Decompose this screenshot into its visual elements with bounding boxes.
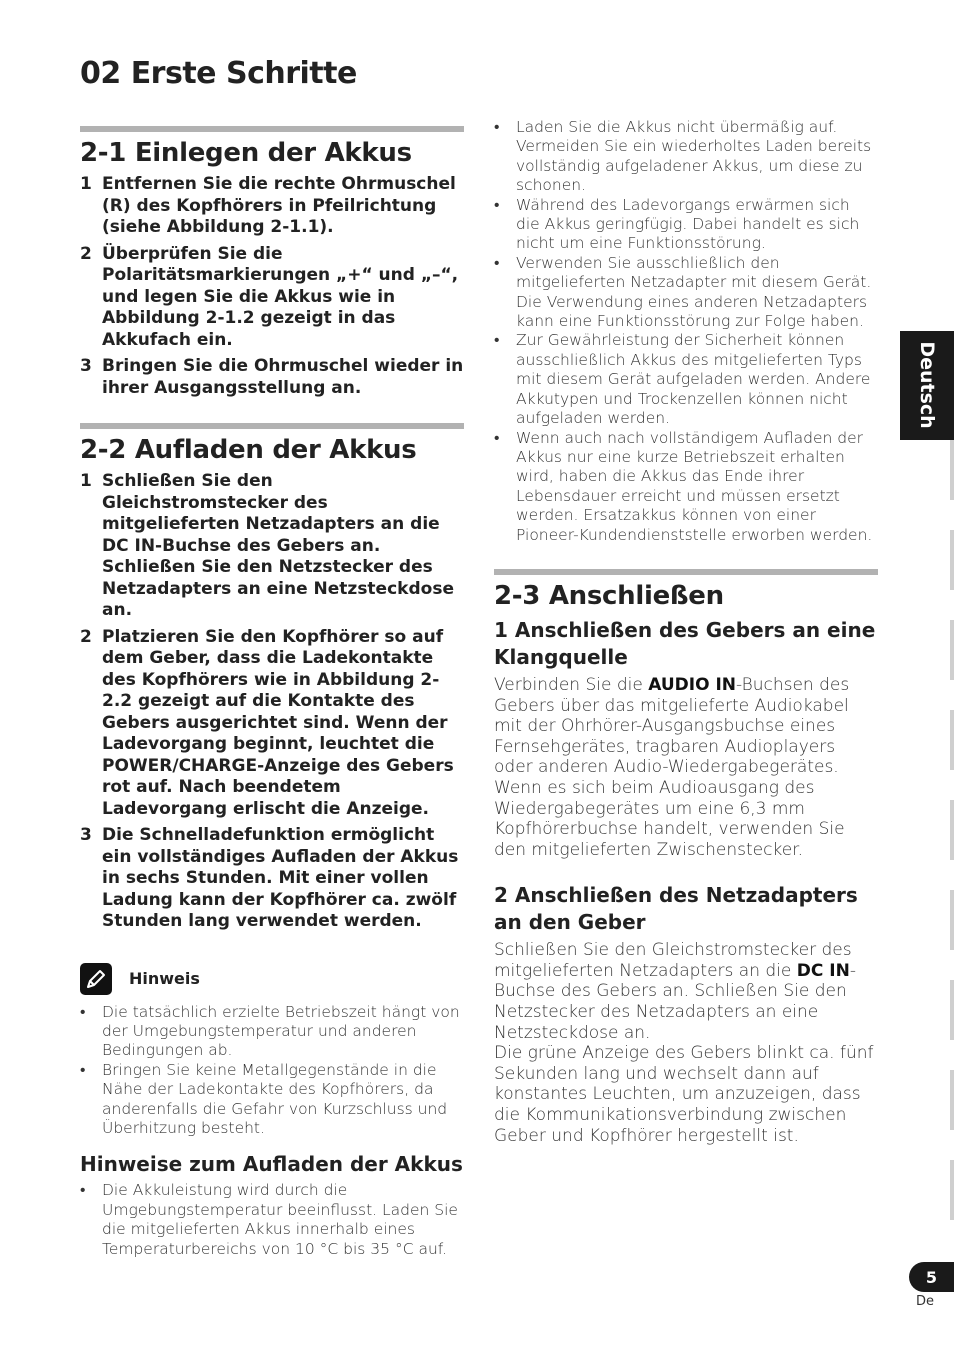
- note-header: [80, 963, 464, 995]
- step-item: [80, 356, 464, 399]
- step-item: [80, 825, 464, 933]
- bullet-mark: •: [494, 253, 500, 272]
- section-rule: [494, 569, 878, 575]
- bullet-text: Laden Sie die Akkus nicht übermäßig auf. Vermeiden Sie ein wiederholtes Laden bereits vollständig aufgeladener Akkus, um diese zu schonen.: [516, 118, 872, 195]
- paragraph: Die grüne Anzeige des Gebers blinkt ca. fünf Sekunden lang und wechselt dann auf konstantes Leuchten, um anzuzeigen, dass die Kommunikationsverbindung zwischen Geber und Kopfhörer hergestellt ist.: [494, 1043, 874, 1146]
- step-number: 2: [80, 626, 92, 647]
- bullet-item: [494, 429, 878, 545]
- text-run: -Buchse des Gebers an. Schließen Sie den Netzstecker des Netzadapters an eine Netzsteckdose an.: [494, 960, 856, 1043]
- bullet-item: [80, 1181, 464, 1259]
- bullet-mark: •: [80, 1060, 86, 1079]
- step-text: Entfernen Sie die rechte Ohrmuschel (R) des Kopfhörers in Pfeilrichtung (siehe Abbildung 2-1.1).: [102, 174, 456, 237]
- step-text: Schließen Sie den Gleichstromstecker des mitgelieferten Netzadapters an die DC IN-Buchse des Gebers an. Schließen Sie den Netzstecker des Netzadapters an eine Netzsteckdose an.: [102, 471, 454, 620]
- bullet-item: [494, 196, 878, 254]
- text-run-bold: DC IN: [796, 960, 850, 981]
- note-bullets: [80, 1003, 464, 1139]
- text-run: -Buchsen des Gebers über das mitgelieferte Audiokabel mit der Ohrhörer-Ausgangsbuchse eines Fernsehgerätes, tragbaren Audioplayers oder anderen Audio-Wiedergabegerätes.: [494, 674, 850, 778]
- step-item: [80, 627, 464, 821]
- pencil-note-icon: [80, 963, 112, 995]
- step-number: 1: [80, 174, 92, 194]
- paragraph: Wenn es sich beim Audioausgang des Wiedergabegerätes um eine 6,3 mm Kopfhörerbuchse handelt, verwenden Sie den mitgelieferten Zwischenstecker.: [494, 777, 845, 860]
- left-column: [80, 126, 464, 1259]
- language-tab: [900, 331, 954, 440]
- bullet-text: Wenn auch nach vollständigem Aufladen der Akkus nur eine kurze Betriebszeit erhalten wird, haben die Akkus das Ende ihrer Lebensdauer erreicht und müssen ersetzt werden. Ersatzakkus können von einer Pioneer-Kundendienststelle erworben werden.: [516, 428, 873, 544]
- text-run: Schließen Sie den Gleichstromstecker des mitgelieferten Netzadapters an die: [494, 940, 852, 981]
- step-text: Die Schnelladefunktion ermöglicht ein vollständiges Aufladen der Akkus in sechs Stunden. Mit einer vollen Ladung kann der Kopfhörer ca. zwölf Stunden lang verwendet werden.: [102, 825, 459, 931]
- steps-list-2-2: [80, 471, 464, 933]
- step-item: [80, 471, 464, 622]
- bullet-item: [80, 1061, 464, 1139]
- paragraph: [494, 675, 878, 778]
- charging-notes-bullets: [80, 1181, 464, 1259]
- subsection-title: 1 Anschließen des Gebers an eine Klangquelle: [494, 617, 876, 669]
- paragraph: [494, 940, 878, 1043]
- steps-list-2-1: [80, 174, 464, 399]
- language-tab-label: Deutsch: [916, 341, 938, 429]
- step-number: 2: [80, 243, 92, 264]
- subsection-title: 2 Anschließen des Netzadapters an den Geber: [494, 883, 858, 935]
- text-run: Verbinden Sie die: [494, 674, 649, 695]
- bullet-item: [494, 254, 878, 332]
- right-column: [494, 118, 878, 1146]
- step-number: 3: [80, 356, 92, 376]
- step-number: 1: [80, 471, 92, 491]
- section-title-2-1: 2-1 Einlegen der Akkus: [80, 138, 412, 168]
- bullet-mark: •: [80, 1002, 86, 1021]
- step-item: [80, 174, 464, 239]
- text-run-bold: AUDIO IN: [648, 674, 737, 695]
- step-number: 3: [80, 825, 92, 845]
- charging-notes-title: Hinweise zum Aufladen der Akkus: [80, 1152, 463, 1177]
- page-number: 5: [909, 1262, 954, 1292]
- page-title: 02 Erste Schritte: [80, 56, 357, 91]
- bullet-text: Verwenden Sie ausschließlich den mitgelieferten Netzadapter mit diesem Gerät. Die Verwendung eines anderen Netzadapters kann eine Funktionsstörung zur Folge haben.: [516, 253, 872, 331]
- section-title-2-2: 2-2 Aufladen der Akkus: [80, 435, 417, 465]
- bullet-text: Die Akkuleistung wird durch die Umgebungstemperatur beeinflusst. Laden Sie die mitgelieferten Akkus innerhalb eines Temperaturbereichs von 10 °C bis 35 °C auf.: [102, 1181, 458, 1258]
- step-text: Bringen Sie die Ohrmuschel wieder in ihrer Ausgangsstellung an.: [102, 356, 464, 398]
- section-rule: [80, 423, 464, 429]
- bullet-mark: •: [80, 1181, 86, 1200]
- step-text: Überprüfen Sie die Polaritätsmarkierungen „+“ und „–“, und legen Sie die Akkus wie in Abbildung 2-1.2 gezeigt in das Akkufach ein.: [102, 243, 459, 350]
- bullet-text: Die tatsächlich erzielte Betriebszeit hängt von der Umgebungstemperatur und anderen Bedingungen ab.: [102, 1002, 460, 1060]
- bullet-text: Während des Ladevorgangs erwärmen sich die Akkus geringfügig. Dabei handelt es sich nicht um eine Funktionsstörung.: [516, 195, 860, 253]
- bullet-mark: •: [494, 118, 500, 136]
- step-text: Platzieren Sie den Kopfhörer so auf dem Geber, dass die Ladekontakte des Kopfhörers wie in Abbildung 2-2.2 gezeigt auf die Kontakte des Gebers ausgerichtet sind. Wenn der Ladevorgang beginnt, leuchtet die POWER/CHARGE-Anzeige des Gebers rot auf. Nach beendetem Ladevorgang erlischt die Anzeige.: [102, 626, 454, 819]
- page-language-code: De: [916, 1294, 935, 1309]
- edge-marks: [950, 440, 954, 1220]
- bullet-mark: •: [494, 331, 500, 350]
- bullet-mark: •: [494, 428, 500, 447]
- section-title-2-3: 2-3 Anschließen: [494, 580, 724, 611]
- bullet-item: [494, 331, 878, 428]
- bullet-text: Bringen Sie keine Metallgegenstände in die Nähe der Ladekontakte des Kopfhörers, da anderenfalls die Gefahr von Kurzschluss und Überhitzung besteht.: [102, 1060, 448, 1137]
- charging-notes-bullets-continued: [494, 118, 878, 545]
- bullet-text: Zur Gewährleistung der Sicherheit können ausschließlich Akkus des mitgelieferten Typs mit diesem Gerät aufgeladen werden. Andere Akkutypen und Trockenzellen können nicht aufgeladen werden.: [516, 331, 871, 428]
- bullet-item: [494, 118, 878, 196]
- section-rule: [80, 126, 464, 132]
- note-label: Hinweis: [129, 969, 200, 988]
- bullet-item: [80, 1003, 464, 1061]
- step-item: [80, 244, 464, 352]
- bullet-mark: •: [494, 195, 500, 214]
